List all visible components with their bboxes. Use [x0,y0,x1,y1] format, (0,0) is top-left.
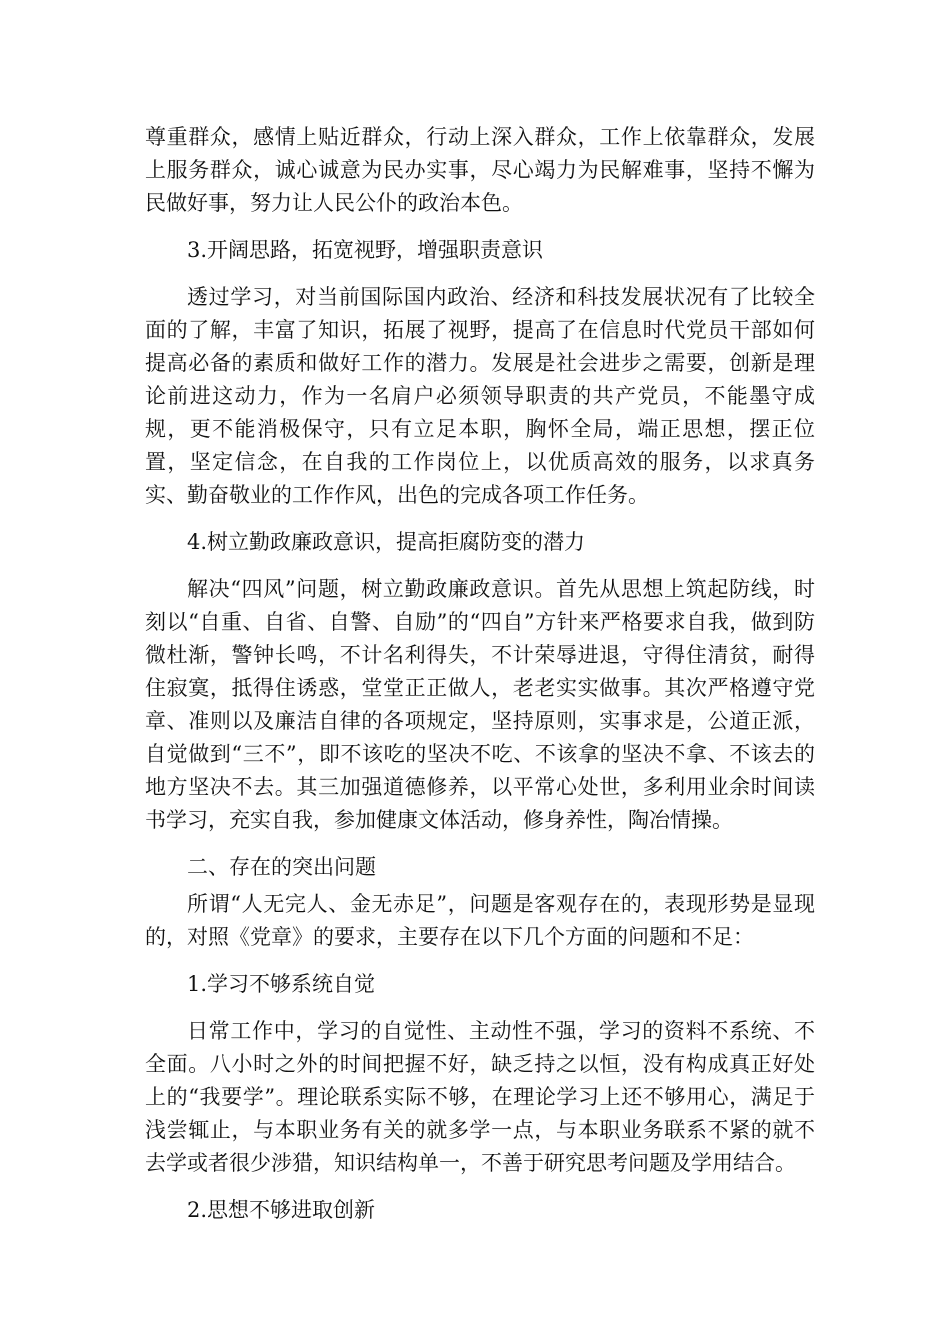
heading-4-integrity: 4.树立勤政廉政意识，提高拒腐防变的潜力 [187,530,586,554]
paragraph-four-winds: 解决“四风”问题，树立勤政廉政意识。首先从思想上筑起防线，时刻以“自重、自省、自警、自励”的“四自”方针来严格要求自我，做到防微杜渐，警钟长鸣，不计名利得失，不计荣辱进退，守得住清贫，耐得住寂寞，抵得住诱惑，堂堂正正做人，老老实实做事。其次严格遵守党章、准则以及廉洁自律的各项规定，坚持原则，实事求是，公道正派，自觉做到“三不”，即不该吃的坚决不吃、不该拿的坚决不拿、不该去的地方坚决不去。其三加强道德修养，以平常心处世，多利用业余时间读书学习，充实自我，参加健康文体活动，修身养性，陶冶情操。 [145,577,815,832]
document-page [145,121,815,1227]
heading-2-innovation: 2.思想不够进取创新 [187,1198,376,1222]
paragraph-study-problems: 日常工作中，学习的自觉性、主动性不强，学习的资料不系统、不全面。八小时之外的时间把握不好，缺乏持之以恒，没有构成真正好处上的“我要学”。理论联系实际不够，在理论学习上还不够用心，满足于浅尝辄止，与本职业务有关的就多学一点，与本职业务联系不紧的就不去学或者很少涉猎，知识结构单一，不善于研究思考问题及学用结合。 [145,1019,815,1175]
heading-3-broaden-thinking: 3.开阔思路，拓宽视野，增强职责意识 [187,238,544,262]
paragraph-problems-intro: 所谓“人无完人、金无赤足”，问题是客观存在的，表现形势是显现的，对照《党章》的要求，主要存在以下几个方面的问题和不足： [145,892,815,949]
heading-section-2-problems: 二、存在的突出问题 [187,855,376,879]
heading-1-study: 1.学习不够系统自觉 [187,972,376,996]
paragraph-service-masses: 尊重群众，感情上贴近群众，行动上深入群众，工作上依靠群众，发展上服务群众，诚心诚意为民办实事，尽心竭力为民解难事，坚持不懈为民做好事，努力让人民公仆的政治本色。 [145,125,815,215]
paragraph-study-knowledge: 透过学习，对当前国际国内政治、经济和科技发展状况有了比较全面的了解，丰富了知识，拓展了视野，提高了在信息时代党员干部如何提高必备的素质和做好工作的潜力。发展是社会进步之需要，创新是理论前进这动力，作为一名肩户必须领导职责的共产党员，不能墨守成规，更不能消极保守，只有立足本职，胸怀全局，端正思想，摆正位置，坚定信念，在自我的工作岗位上，以优质高效的服务，以求真务实、勤奋敬业的工作作风，出色的完成各项工作任务。 [145,285,815,507]
